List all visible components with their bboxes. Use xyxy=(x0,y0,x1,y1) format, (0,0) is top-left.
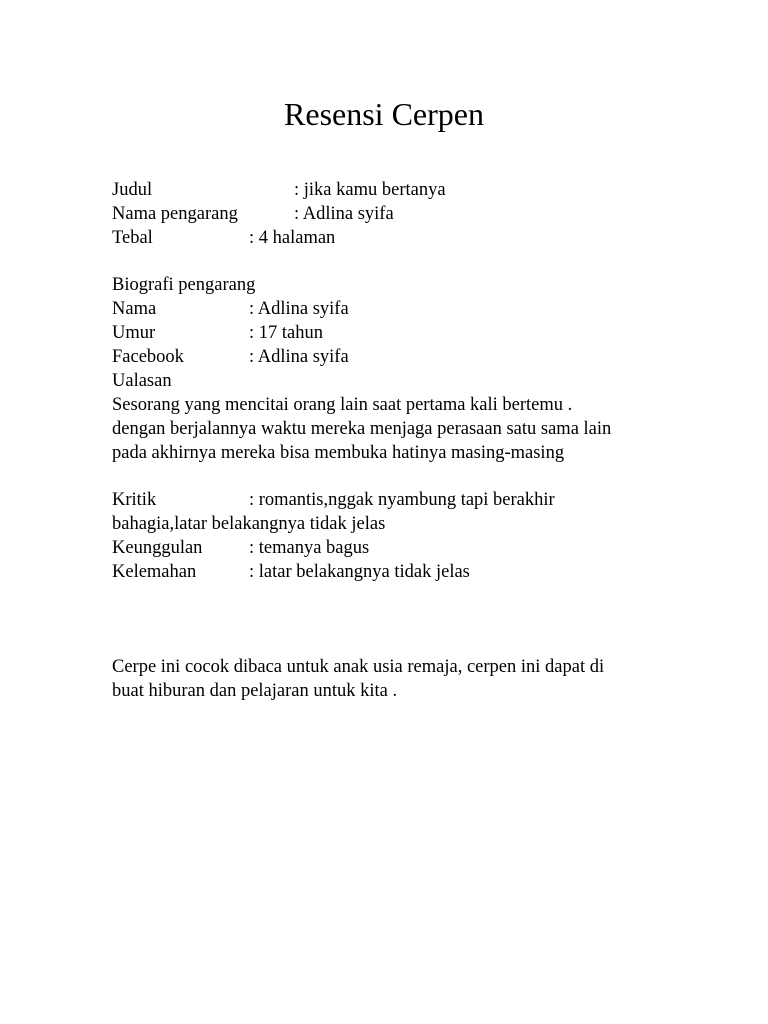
conclusion-line: Cerpe ini cocok dibaca untuk anak usia remaja, cerpen ini dapat di xyxy=(112,657,605,677)
bio-row-umur xyxy=(112,321,323,345)
info-value: : Adlina syifa xyxy=(294,204,394,224)
bio-value: : Adlina syifa xyxy=(249,347,349,367)
info-value: : jika kamu bertanya xyxy=(294,180,446,200)
weakness-label: Kelemahan xyxy=(112,562,197,582)
conclusion-line: buat hiburan dan pelajaran untuk kita . xyxy=(112,681,398,701)
info-row-pengarang xyxy=(112,202,394,226)
weakness-row xyxy=(112,560,470,584)
review-line: Sesorang yang mencitai orang lain saat pertama kali bertemu . xyxy=(112,395,573,415)
review-heading: Ualasan xyxy=(112,371,172,391)
info-label: Nama pengarang xyxy=(112,204,238,224)
review-line: dengan berjalannya waktu mereka menjaga perasaan satu sama lain xyxy=(112,419,612,439)
bio-value: : 17 tahun xyxy=(249,323,323,343)
bio-label: Nama xyxy=(112,299,157,319)
bio-row-nama xyxy=(112,297,349,321)
bio-heading: Biografi pengarang xyxy=(112,275,256,295)
bio-row-facebook xyxy=(112,345,349,369)
critique-row xyxy=(112,488,555,512)
critique-value: : romantis,nggak nyambung tapi berakhir xyxy=(249,490,555,510)
weakness-value: : latar belakangnya tidak jelas xyxy=(249,562,470,582)
info-row-judul xyxy=(112,178,446,202)
critique-label: Kritik xyxy=(112,490,157,510)
bio-value: : Adlina syifa xyxy=(249,299,349,319)
review-line: pada akhirnya mereka bisa membuka hatinya masing-masing xyxy=(112,443,565,463)
info-label: Tebal xyxy=(112,228,153,248)
bio-label: Facebook xyxy=(112,347,184,367)
strength-row xyxy=(112,536,369,560)
critique-continuation: bahagia,latar belakangnya tidak jelas xyxy=(112,514,386,534)
info-label: Judul xyxy=(112,180,153,200)
info-value: : 4 halaman xyxy=(249,228,336,248)
document-title: Resensi Cerpen xyxy=(284,96,484,132)
strength-value: : temanya bagus xyxy=(249,538,370,558)
info-row-tebal xyxy=(112,226,335,250)
bio-label: Umur xyxy=(112,323,156,343)
strength-label: Keunggulan xyxy=(112,538,203,558)
